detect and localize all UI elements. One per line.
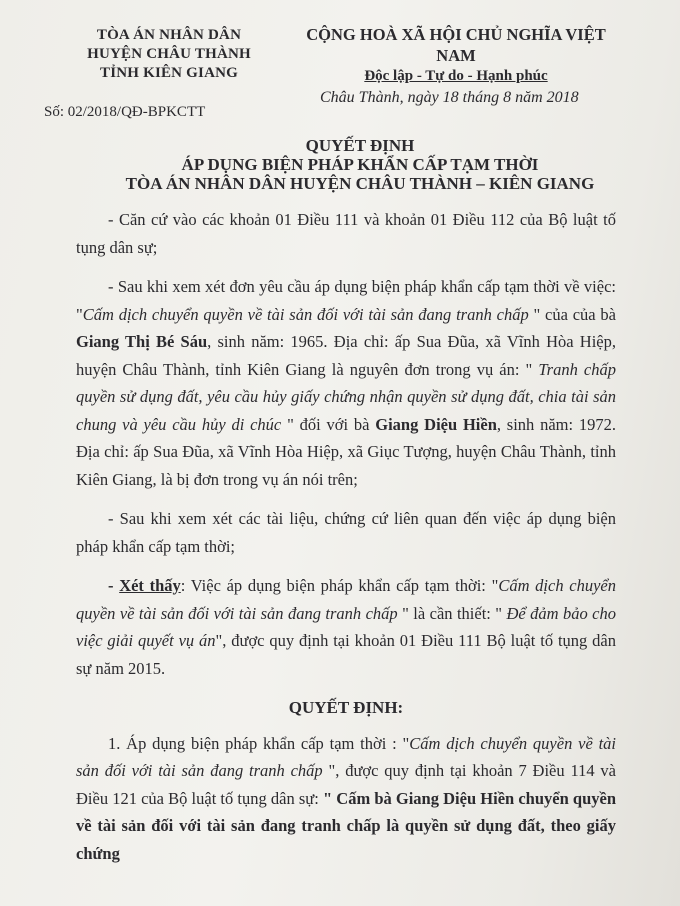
nation-name: CỘNG HOÀ XÃ HỘI CHỦ NGHĨA VIỆT NAM bbox=[306, 25, 606, 65]
text-run: Cấm dịch chuyển quyền về tài sản đối với tài sản đang tranh chấp bbox=[76, 733, 616, 780]
text-run: : Việc áp dụng biện pháp khẩn cấp tạm thời: " bbox=[180, 576, 499, 595]
paragraph-review: - Sau khi xem xét các tài liệu, chứng cứ liên quan đến việc áp dụng biện pháp khẩn cấp tạm thời; bbox=[76, 509, 616, 556]
title-line: QUYẾT ĐỊNH bbox=[305, 136, 415, 155]
court-district-line: HUYỆN CHÂU THÀNH bbox=[87, 46, 251, 62]
text-run: , sinh năm: 1965. Địa chỉ: ấp Sua Đũa, xã Vĩnh Hòa Hiệp, huyện Châu Thành, tỉnh Kiên Giang là nguyên đơn trong vụ án: " bbox=[76, 332, 616, 379]
title-subject: ÁP DỤNG BIỆN PHÁP KHẨN CẤP TẠM THỜI bbox=[181, 155, 539, 174]
text-run: - Sau khi xem xét đơn yêu cầu áp dụng biện pháp khẩn cấp tạm thời về việc: " bbox=[76, 277, 616, 324]
court-header bbox=[64, 26, 274, 83]
document-number: Số: 02/2018/QĐ-BPKCTT bbox=[44, 104, 206, 120]
paragraph-legal-basis: - Căn cứ vào các khoản 01 Điều 111 và khoản 01 Điều 112 của Bộ luật tố tụng dân sự; bbox=[76, 210, 616, 257]
court-name-line: TÒA ÁN NHÂN DÂN bbox=[96, 27, 242, 43]
document-title bbox=[60, 136, 660, 193]
text-run: " Cấm bà Giang Diệu Hiền chuyển quyền về tài sản đối với tài sản đang tranh chấp là quyền sử dụng đất, theo giấy chứng bbox=[76, 788, 617, 863]
text-run: ", được quy định tại khoản 7 Điều 114 và Điều 121 của Bộ luật tố tụng dân sự: bbox=[76, 761, 616, 808]
paragraph-request bbox=[76, 273, 616, 493]
text-run: " đối với bà bbox=[287, 414, 370, 434]
text-run: " là cần thiết: " bbox=[402, 603, 503, 623]
document-body bbox=[76, 206, 616, 879]
plaintiff-name: Giang Thị Bé Sáu bbox=[76, 332, 208, 351]
finding-label: Xét thấy bbox=[119, 576, 181, 595]
text-run: , sinh năm: 1972. Địa chỉ: ấp Sua Đũa, xã Vĩnh Hòa Hiệp, xã Giục Tượng, huyện Châu Thành, tỉnh Kiên Giang, là bị đơn trong vụ án nói trên; bbox=[76, 414, 617, 489]
defendant-name: Giang Diệu Hiền bbox=[375, 414, 497, 434]
national-motto: Độc lập - Tự do - Hạnh phúc bbox=[364, 68, 548, 84]
text-run: ", được quy định tại khoản 01 Điều 111 Bộ luật tố tụng dân sự năm 2015. bbox=[76, 631, 616, 678]
national-header bbox=[286, 24, 626, 87]
court-province-line: TỈNH KIÊN GIANG bbox=[99, 65, 239, 81]
paragraph-finding bbox=[76, 572, 616, 682]
text-run: Cấm dịch chuyển quyền về tài sản đối với tài sản đang tranh chấp bbox=[82, 304, 529, 324]
decision-item-1 bbox=[76, 730, 616, 868]
title-issuer: TÒA ÁN NHÂN DÂN HUYỆN CHÂU THÀNH – KIÊN GIANG bbox=[125, 174, 595, 193]
text-run: Tranh chấp quyền sử dụng đất, yêu cầu hủy giấy chứng nhận quyền sử dụng đất, chia tài sản chung và yêu cầu hủy di chúc bbox=[76, 359, 616, 434]
text-run: - bbox=[108, 576, 120, 595]
decision-heading: QUYẾT ĐỊNH: bbox=[288, 698, 404, 717]
text-run: 1. Áp dụng biện pháp khẩn cấp tạm thời : " bbox=[108, 733, 410, 753]
text-run: Cấm dịch chuyển quyền về tài sản đối với tài sản đang tranh chấp bbox=[76, 576, 616, 623]
text-run: Để đảm bảo cho việc giải quyết vụ án bbox=[76, 603, 617, 650]
place-date: Châu Thành, ngày 18 tháng 8 năm 2018 bbox=[320, 89, 579, 106]
text-run: " của của bà bbox=[533, 304, 616, 324]
